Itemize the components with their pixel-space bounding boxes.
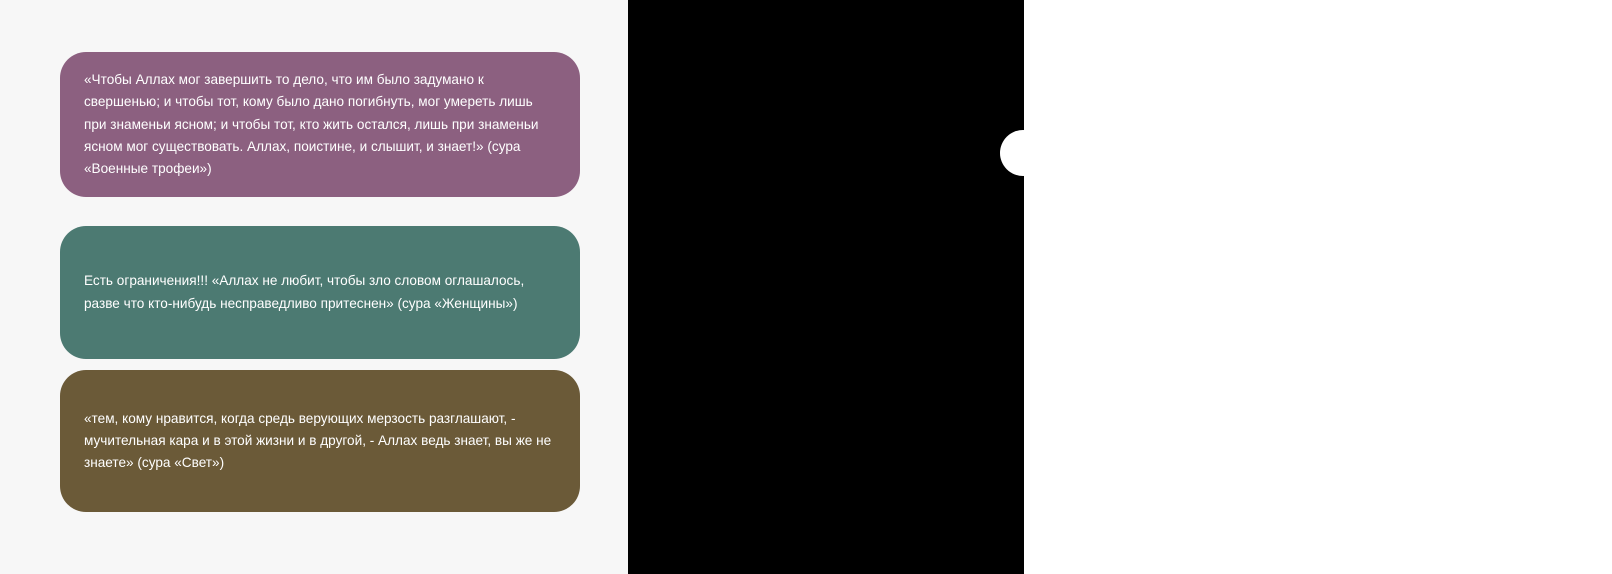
quote-card-1-text: «Чтобы Аллах мог завершить то дело, что им было задумано к свершенью; и чтобы тот, кому было дано погибнуть, мог умереть лишь при знаменьи ясном; и чтобы тот, кто жить остался, лишь при знаменьи ясном мог существовать. Аллах, поистине, и слышит, и знает!» (сура «Военные трофеи») [84,72,539,176]
quote-card-3-text: «тем, кому нравится, когда средь верующих мерзость разглашают, - мучительная кара и в этой жизни и в другой, - Аллах ведь знает, вы же не знаете» (сура «Свет») [84,410,552,470]
circle-decoration [1000,130,1046,176]
vertical-divider [1289,0,1291,574]
content-pane [0,0,628,574]
quote-card-2 [60,226,580,359]
quote-card-2-text: Есть ограничения!!! «Аллах не любит, чтобы зло словом оглашалось, разве что кто-нибудь несправедливо притеснен» (сура «Женщины») [84,273,525,311]
quote-card-3 [60,370,580,512]
slide-title: Право человека на свободу убеждений и на свободное их выражение [1312,113,1602,285]
quote-card-1 [60,52,580,197]
title-pane [628,0,1602,574]
